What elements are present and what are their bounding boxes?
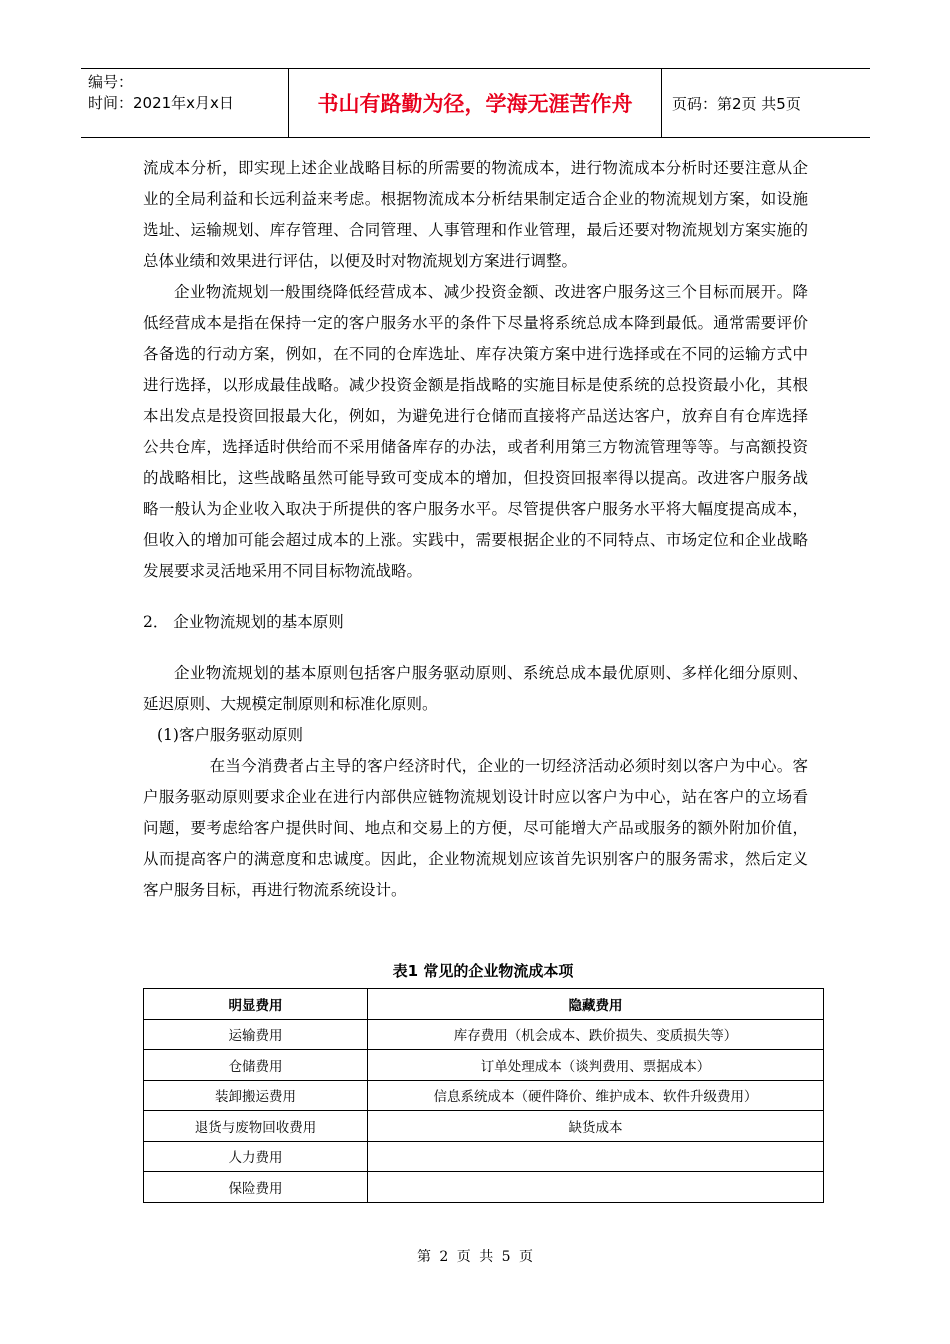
table-cell: 缺货成本	[368, 1111, 824, 1142]
page-footer: 第 2 页 共 5 页	[416, 1249, 534, 1265]
document-body	[143, 153, 808, 906]
table-cell: 仓储费用	[144, 1050, 368, 1081]
section-heading-2: 2． 企业物流规划的基本原则	[143, 613, 344, 631]
paragraph-2: 企业物流规划一般围绕降低经营成本、减少投资金额、改进客户服务这三个目标而展开。降低经营成本是指在保持一定的客户服务水平的条件下尽量将系统总成本降到最低。通常需要评价各备选的行动方案，例如，在不同的仓库选址、库存决策方案中进行选择或在不同的运输方式中进行选择，以形成最佳战略。减少投资金额是指战略的实施目标是使系统的总投资最小化，其根本出发点是投资回报最大化，例如，为避免进行仓储而直接将产品送达客户，放弃自有仓库选择公共仓库，选择适时供给而不采用储备库存的办法，或者利用第三方物流管理等等。与高额投资的战略相比，这些战略虽然可能导致可变成本的增加，但投资回报率得以提高。改进客户服务战略一般认为企业收入取决于所提供的客户服务水平。尽管提供客户服务水平将大幅度提高成本，但收入的增加可能会超过成本的上涨。实践中，需要根据企业的不同特点、市场定位和企业战略发展要求灵活地采用不同目标物流战略。	[143, 283, 808, 580]
table-caption: 表1 常见的企业物流成本项	[392, 962, 574, 980]
column-header: 明显费用	[144, 989, 368, 1020]
table-cell: 保险费用	[144, 1172, 368, 1203]
table-cell: 运输费用	[144, 1019, 368, 1050]
table-cell	[368, 1172, 824, 1203]
table-cell: 装卸搬运费用	[144, 1080, 368, 1111]
header-meta	[81, 69, 289, 137]
table-row	[144, 1172, 824, 1203]
table-row	[144, 1111, 824, 1142]
table-cell: 人力费用	[144, 1141, 368, 1172]
paragraph-1: 流成本分析，即实现上述企业战略目标的所需要的物流成本，进行物流成本分析时还要注意从企业的全局利益和长远利益来考虑。根据物流成本分析结果制定适合企业的物流规划方案，如设施选址、运输规划、库存管理、合同管理、人事管理和作业管理，最后还要对物流规划方案实施的总体业绩和效果进行评估，以便及时对物流规划方案进行调整。	[143, 159, 808, 270]
table-cell	[368, 1141, 824, 1172]
table-cell: 库存费用（机会成本、跌价损失、变质损失等）	[368, 1019, 824, 1050]
cost-table	[143, 988, 824, 1203]
paragraph-3: 企业物流规划的基本原则包括客户服务驱动原则、系统总成本最优原则、多样化细分原则、延迟原则、大规模定制原则和标准化原则。	[143, 664, 808, 713]
paragraph-4: 在当今消费者占主导的客户经济时代，企业的一切经济活动必须时刻以客户为中心。客户服务驱动原则要求企业在进行内部供应链物流规划设计时应以客户为中心，站在客户的立场看问题，要考虑给客户提供时间、地点和交易上的方便，尽可能增大产品或服务的额外附加价值，从而提高客户的满意度和忠诚度。因此，企业物流规划应该首先识别客户的服务需求，然后定义客户服务目标，再进行物流系统设计。	[143, 757, 808, 899]
header-motto: 书山有路勤为径，学海无涯苦作舟	[289, 69, 662, 137]
table-cell: 退货与废物回收费用	[144, 1111, 368, 1142]
page-header	[81, 68, 870, 138]
table-row	[144, 1050, 824, 1081]
table-row	[144, 1080, 824, 1111]
subheading-1: (1)客户服务驱动原则	[157, 726, 303, 744]
table-cell: 订单处理成本（谈判费用、票据成本）	[368, 1050, 824, 1081]
column-header: 隐藏费用	[368, 989, 824, 1020]
table-header-row	[144, 989, 824, 1020]
table-row	[144, 1019, 824, 1050]
number-label: 编号：	[88, 73, 134, 91]
time-label: 时间：2021年x月x日	[88, 94, 234, 112]
table-row	[144, 1141, 824, 1172]
table-cell: 信息系统成本（硬件降价、维护成本、软件升级费用）	[368, 1080, 824, 1111]
header-page-label: 页码：第2页 共5页	[672, 94, 801, 113]
